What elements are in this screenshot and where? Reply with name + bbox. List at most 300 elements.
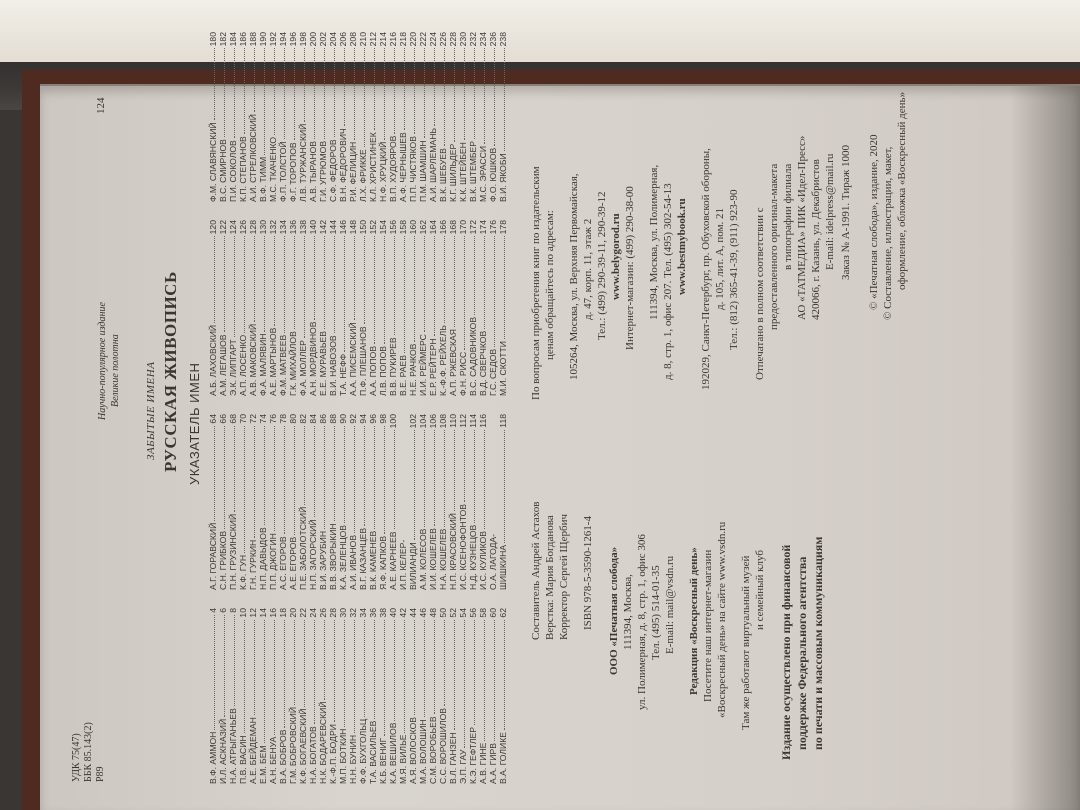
print-line-3: в типографии филиала [782, 163, 794, 270]
index-entry-page: 18 [278, 608, 288, 618]
index-entry-page: 92 [348, 414, 358, 424]
index-leader-dots [268, 426, 275, 532]
index-leader-dots [368, 236, 375, 344]
index-leader-dots [238, 426, 245, 553]
index-entry-page: 78 [278, 414, 288, 424]
index-leader-dots [318, 620, 325, 700]
index-entry-page: 234 [478, 32, 488, 47]
index-entry-name: А.Е. МАРТЫНОВ [268, 327, 278, 396]
print-line-5: 420066, г. Казань, ул. Декабристов [810, 159, 822, 320]
index-entry-name: Л.В. ПОПОВ [378, 346, 388, 396]
index-entry [358, 414, 368, 590]
index-leader-dots [338, 48, 345, 126]
index-entry-name: О.А. ЛАГОДА- [488, 533, 498, 590]
index-leader-dots [288, 236, 295, 329]
index-entry [348, 220, 358, 396]
index-entry-page: 152 [368, 220, 378, 235]
index-leader-dots [348, 236, 355, 320]
index-entry-name: Л.В. ТУРЖАНСКИЙ [298, 123, 308, 202]
index-entry-name: Р.И. ФЕЛИЦИН [348, 141, 358, 202]
index-entry-name: К.К. ШТЕЙБЕН [458, 142, 468, 202]
index-entry-page: 150 [358, 220, 368, 235]
index-entry-page: 190 [258, 32, 268, 47]
index-entry-name: К.Ф. БОГАЕВСКИЙ [298, 708, 308, 784]
index-entry-name: Ф.Ф. БУХГОЛЬЦ [358, 718, 368, 784]
index-entry-name: Ф.Г. ТОРОПОВ [288, 142, 298, 202]
index-entry-page: 72 [248, 414, 258, 424]
index-entry-name: Н.А. БОГАТОВ [308, 726, 318, 784]
book-title: РУССКАЯ ЖИВОПИСЬ [161, 271, 180, 472]
index-leader-dots [338, 236, 345, 351]
index-entry-page: 36 [368, 608, 378, 618]
index-leader-dots [388, 430, 395, 529]
index-entry [368, 414, 378, 590]
index-leader-dots [258, 620, 265, 744]
index-entry-name: В.В. ПУКИРЕВ [388, 337, 398, 396]
index-leader-dots [268, 620, 275, 735]
index-entry-name: А.Б. ЛАХОВСКИЙ [208, 324, 218, 396]
index-leader-dots [468, 430, 475, 523]
index-entry-name: Я.Ф. КАПКОВ [378, 535, 388, 590]
page-number: 124 [95, 97, 107, 114]
index-entry-name: В.Ф. ТИММ [258, 156, 268, 202]
index-leader-dots [218, 48, 225, 137]
index-entry-page: 186 [238, 32, 248, 47]
index-entry-name: ШИШКИНА [498, 544, 508, 590]
index-entry-name: А.Е. ЕГОРОВ [288, 536, 298, 590]
index-leader-dots [208, 426, 215, 521]
index-column-2 [208, 414, 508, 590]
index-entry-name: Ф.П. ТОЛСТОЙ [278, 141, 288, 202]
index-entry-page: 236 [488, 32, 498, 47]
index-entry-page: 166 [438, 220, 448, 235]
index-leader-dots [458, 430, 465, 502]
print-line-4: АО «ТАТМЕДИА» ПИК «Идел-Пресс» [796, 135, 808, 320]
index-entry-name: Ф.М. МАТВЕЕВ [278, 334, 288, 396]
index-entry-name: Ф.О. ЮШКОВ [488, 147, 498, 202]
index-entry-page: 188 [248, 32, 258, 47]
purchase-line-6: www.belygorod.ru [610, 213, 622, 300]
index-entry-page: 130 [258, 220, 268, 235]
index-leader-dots [208, 236, 215, 323]
index-entry [438, 414, 448, 590]
index-entry-name: В.В. ЗВОРЫКИН [328, 523, 338, 590]
editorial-line-1: Посетите наш интернет-магазин [702, 549, 714, 702]
index-entry [458, 32, 468, 202]
index-leader-dots [478, 430, 485, 529]
credit-compiler: Составитель Андрей Астахов [530, 501, 542, 640]
index-entry [258, 32, 268, 202]
index-entry-name: С.Ф. ФЕДОРОВ [328, 139, 338, 202]
index-entry [418, 220, 428, 396]
museum-line-1: Там же работают виртуальный музей [740, 555, 752, 730]
index-entry-page: 124 [228, 220, 238, 235]
index-entry [388, 414, 398, 590]
index-leader-dots [228, 48, 235, 138]
index-entry-name: К.-Ф.Ф. РЕЙХЕЛЬ [438, 325, 448, 396]
index-leader-dots [258, 48, 265, 154]
index-leader-dots [428, 236, 435, 336]
index-entry-name: А.А. ПИСЕМСКИЙ [348, 322, 358, 396]
index-leader-dots [448, 620, 455, 731]
index-entry-page: 136 [288, 220, 298, 235]
index-leader-dots [308, 620, 315, 725]
index-entry-name: В.Д. СВЕРЧКОВ [478, 330, 488, 396]
index-entry [458, 608, 468, 784]
index-leader-dots [238, 236, 245, 333]
index-entry-page: 122 [218, 220, 228, 235]
index-leader-dots [488, 236, 495, 347]
purchase-line-8: 111394, Москва, ул. Полимерная, [648, 164, 660, 320]
index-entry [228, 32, 238, 202]
index-entry-page: 160 [408, 220, 418, 235]
index-leader-dots [338, 426, 345, 523]
index-entry-page: 134 [278, 220, 288, 235]
index-leader-dots [498, 48, 505, 151]
index-entry [368, 220, 378, 396]
index-entry-page: 170 [458, 220, 468, 235]
index-leader-dots [498, 620, 505, 730]
index-entry [488, 32, 498, 202]
index-entry [258, 220, 268, 396]
index-entry [498, 32, 508, 202]
index-entry [298, 32, 308, 202]
index-entry-name: Э.П. ГАУ [458, 749, 468, 784]
index-leader-dots [388, 236, 395, 335]
index-entry-page: 60 [488, 608, 498, 618]
index-entry [308, 32, 318, 202]
index-entry-page: 22 [298, 608, 308, 618]
index-entry-name: К.Г. ШИЛЬДЕР [448, 143, 458, 202]
index-entry [268, 608, 278, 784]
index-entry [298, 220, 308, 396]
index-entry-page: 128 [248, 220, 258, 235]
index-entry-page: 30 [338, 608, 348, 618]
index-entry-name: Ф.М. СЛАВЯНСКИЙ [208, 122, 218, 202]
index-entry-page: 86 [318, 414, 328, 424]
index-entry [378, 414, 388, 590]
index-entry-page: 132 [268, 220, 278, 235]
index-entry [268, 32, 278, 202]
index-leader-dots [218, 236, 225, 332]
index-entry-page: 96 [368, 414, 378, 424]
index-leader-dots [298, 620, 305, 707]
rotated-page-content [60, 32, 1020, 790]
index-leader-dots [298, 48, 305, 121]
index-leader-dots [318, 236, 325, 329]
index-leader-dots [268, 236, 275, 325]
index-entry [258, 608, 268, 784]
index-entry-name: Н.К. БОДАРЕВСКИЙ [318, 701, 328, 784]
support-line-2: поддержке Федерального агентства [795, 556, 809, 750]
index-entry-page: 108 [438, 414, 448, 429]
index-entry [388, 608, 398, 784]
index-entry-page: 196 [288, 32, 298, 47]
index-entry-name: М.И. СКОТТИ [498, 341, 508, 396]
index-entry-name: А.М. ЛЕГАШОВ [218, 334, 228, 396]
index-entry [458, 414, 468, 590]
index-entry [428, 220, 438, 396]
index-leader-dots [358, 236, 365, 324]
index-entry-name: В.А. ГОЛИКЕ [498, 732, 508, 784]
index-leader-dots [218, 426, 225, 529]
index-entry-page: 84 [308, 414, 318, 424]
index-entry [368, 608, 378, 784]
purchase-line-12: д. 105, лит. А, пом. 21 [714, 207, 726, 310]
publisher-name: ООО «Печатная слобода» [608, 546, 620, 675]
index-column-1 [208, 608, 508, 784]
index-entry [398, 220, 408, 396]
index-entry-page: 228 [448, 32, 458, 47]
index-entry [428, 414, 438, 590]
purchase-line-3: 105264, Москва, ул. Верхняя Первомайская, [568, 173, 580, 380]
index-entry-page: 230 [458, 32, 468, 47]
index-entry-page: 208 [348, 32, 358, 47]
index-leader-dots [238, 620, 245, 734]
index-entry-name: Г.К. МИХАЙЛОВ [288, 331, 298, 396]
index-entry [328, 414, 338, 590]
index-entry-page: 90 [338, 414, 348, 424]
index-entry-page: 218 [398, 32, 408, 47]
index-leader-dots [288, 48, 295, 140]
index-entry-name: К.Л. ХРИСТИНЕК [368, 132, 378, 202]
meta-code-bbk: ББК 85.143(2) [83, 722, 94, 782]
index-entry-page: 194 [278, 32, 288, 47]
index-entry [278, 414, 288, 590]
index-entry-page: 28 [328, 608, 338, 618]
index-entry-page: 116 [478, 414, 488, 428]
index-entry-page: 238 [498, 32, 508, 47]
print-line-6: E-mail: idelpress@mail.ru [824, 153, 836, 270]
index-leader-dots [358, 48, 365, 147]
index-entry [228, 608, 238, 784]
index-leader-dots [418, 48, 425, 138]
index-entry-page: 148 [348, 220, 358, 235]
index-entry [468, 32, 478, 202]
index-entry-page: 210 [358, 32, 368, 47]
print-line-7: Заказ № А-1991. Тираж 1000 [840, 145, 852, 280]
index-entry-name: М.Я. ВИЛЬЕ [398, 734, 408, 784]
index-entry-name: В.С. СМИРНОВ [218, 139, 228, 202]
index-entry-page: 58 [478, 608, 488, 618]
index-leader-dots [248, 48, 255, 112]
publisher-phone: Тел. (495) 514-01-35 [650, 565, 662, 660]
index-entry-page: 232 [468, 32, 478, 47]
index-entry [208, 608, 218, 784]
index-entry [318, 220, 328, 396]
index-leader-dots [358, 426, 365, 526]
index-entry-page: 64 [208, 414, 218, 424]
index-entry [368, 32, 378, 202]
index-leader-dots [328, 48, 335, 137]
index-entry-page: 110 [448, 414, 458, 428]
index-entry-name: М.П. БОТКИН [338, 728, 348, 784]
index-entry-page: 66 [218, 414, 228, 424]
index-entry-name: Г.И. УГРЮМОВ [318, 140, 328, 202]
book-kicker: ЗАБЫТЫЕ ИМЕНА [145, 361, 157, 460]
index-entry [208, 32, 218, 202]
index-entry-page: 102 [408, 414, 418, 429]
index-leader-dots [278, 236, 285, 332]
index-leader-dots [398, 620, 405, 733]
index-entry [468, 414, 478, 590]
index-leader-dots [438, 48, 445, 146]
index-leader-dots [378, 426, 385, 534]
top-paper-sheet [0, 0, 1080, 62]
index-entry-name: А.В. МАКОВСКИЙ [248, 323, 258, 396]
index-leader-dots [308, 426, 315, 518]
index-leader-dots [348, 48, 355, 139]
index-entry [348, 32, 358, 202]
index-entry-page: 164 [428, 220, 438, 235]
index-entry [448, 608, 458, 784]
index-leader-dots [318, 48, 325, 139]
index-entry [248, 220, 258, 396]
index-entry [278, 608, 288, 784]
index-leader-dots [228, 426, 235, 512]
index-entry-name: П.В. ВАСИН [238, 735, 248, 784]
index-entry [408, 608, 418, 784]
index-leader-dots [498, 236, 505, 339]
index-entry [318, 32, 328, 202]
index-entry-page: 138 [298, 220, 308, 235]
index-entry [418, 414, 428, 590]
index-entry [208, 220, 218, 396]
index-entry [438, 32, 448, 202]
index-leader-dots [418, 620, 425, 718]
index-entry-name: Н.А. КОШЕЛЕВ [438, 528, 448, 590]
index-entry-page: 162 [418, 220, 428, 235]
index-entry-name: К.Э. ГЕФТЛЕР [468, 727, 478, 784]
index-entry-name: А.А. ГИРВ [488, 743, 498, 784]
index-entry-page: 206 [338, 32, 348, 47]
index-entry-name: Т.А. НЕФФ [338, 353, 348, 396]
index-leader-dots [478, 620, 485, 741]
index-leader-dots [278, 426, 285, 535]
index-entry [218, 608, 228, 784]
index-leader-dots [328, 620, 335, 723]
index-leader-dots [368, 48, 375, 130]
index-entry-page: 184 [228, 32, 238, 47]
index-heading: УКАЗАТЕЛЬ ИМЕН [187, 362, 202, 485]
index-entry-name: В.А. БОБРОВ [278, 729, 288, 784]
index-leader-dots [468, 48, 475, 139]
index-leader-dots [388, 620, 395, 721]
index-entry-name: Н.Н. БУНИН [348, 734, 358, 784]
index-entry-page: 222 [418, 32, 428, 47]
index-entry [388, 32, 398, 202]
index-entry-page: 48 [428, 608, 438, 618]
index-entry-name: Н.Е. РАЧКОВ [408, 343, 418, 396]
index-entry [448, 32, 458, 202]
index-entry [358, 608, 368, 784]
index-leader-dots [468, 236, 475, 315]
index-entry [308, 414, 318, 590]
index-entry [238, 220, 248, 396]
index-entry-name: А.И. ИВАНОВ [348, 534, 358, 590]
index-entry [378, 608, 388, 784]
index-leader-dots [368, 620, 375, 719]
index-leader-dots [348, 426, 355, 533]
index-entry [378, 32, 388, 202]
index-entry [438, 608, 448, 784]
index-leader-dots [228, 236, 235, 337]
index-leader-dots [458, 236, 465, 349]
museum-line-2: и семейный клуб [754, 550, 766, 630]
copyright-line-1: © «Печатная слобода», издание, 2020 [868, 134, 880, 310]
index-entry [388, 220, 398, 396]
index-entry [478, 414, 488, 590]
index-entry [398, 414, 408, 590]
index-entry [498, 608, 508, 784]
index-entry [328, 220, 338, 396]
index-leader-dots [448, 430, 455, 511]
index-entry-name: К.-Ф.П. БОДРИ [328, 724, 338, 784]
index-entry-page: 154 [378, 220, 388, 235]
purchase-line-1: По вопросам приобретения книг по издательским [530, 166, 542, 400]
purchase-line-10: www.bestmybook.ru [676, 198, 688, 295]
index-entry [428, 608, 438, 784]
index-entry [318, 608, 328, 784]
index-entry-name: И.С. КСЕНОФОНТОВ [458, 504, 468, 590]
index-entry-name: А.В. ГИНЕ [478, 742, 488, 784]
index-entry-name: М.С. ТКАЧЕНКО [268, 136, 278, 202]
index-entry [228, 414, 238, 590]
index-entry-name: И.П. КЕЛЕР- [398, 539, 408, 590]
index-entry-name: Г.С. СЕДОВ [488, 348, 498, 396]
index-leader-dots [308, 48, 315, 139]
index-entry-page: 52 [448, 608, 458, 618]
index-leader-dots [308, 236, 315, 319]
index-entry-page: 200 [308, 32, 318, 47]
index-entry-page: 156 [388, 220, 398, 235]
index-entry-name: К.Б. ВЕНИГ [378, 737, 388, 784]
index-entry [318, 414, 328, 590]
index-leader-dots [418, 430, 425, 526]
copyright-line-3: оформление, обложка «Воскресный день» [896, 91, 908, 290]
index-entry-name: Н.А. АТРЫГАНЬЕВ [228, 708, 238, 784]
index-leader-dots [258, 426, 265, 526]
purchase-line-9: д. 8, стр. 1, офис 207. Тел. (495) 302-54-13 [662, 183, 674, 380]
index-entry [348, 608, 358, 784]
index-entry-name: В.И. НАВОЗОВ [328, 335, 338, 396]
index-entry-page: 204 [328, 32, 338, 47]
index-entry [448, 220, 458, 396]
index-leader-dots [328, 426, 335, 522]
index-leader-dots [398, 48, 405, 130]
index-entry-name: П.П. ЧИСТЯКОВ [408, 136, 418, 202]
index-entry-name: С.Н. ГРИБКОВ [218, 530, 228, 590]
index-leader-dots [378, 48, 385, 139]
index-entry [408, 414, 418, 590]
purchase-line-2: ценам обращайтесь по адресам: [544, 210, 556, 360]
index-entry-name: А.С. ЕГОРОВ [278, 536, 288, 590]
copyright-line-2: © Составление, иллюстрации, макет, [882, 146, 894, 320]
index-entry-name: В.Ф. АММОН [208, 731, 218, 784]
index-leader-dots [248, 620, 255, 716]
index-entry-name: П.Н. ГРУЗИНСКИЙ [228, 513, 238, 590]
index-entry-name: К.А. ЗЕЛЕНЦОВ [338, 525, 348, 590]
index-entry [218, 220, 228, 396]
index-leader-dots [328, 236, 335, 333]
index-entry-page: 98 [378, 414, 388, 424]
index-leader-dots [378, 236, 385, 344]
index-leader-dots [218, 615, 225, 717]
index-column-3 [208, 220, 508, 396]
index-entry-page: 142 [318, 220, 328, 235]
index-entry-page: 214 [378, 32, 388, 47]
index-entry-name: А.Ф. ЧЕРНЫШЕВ [398, 132, 408, 202]
